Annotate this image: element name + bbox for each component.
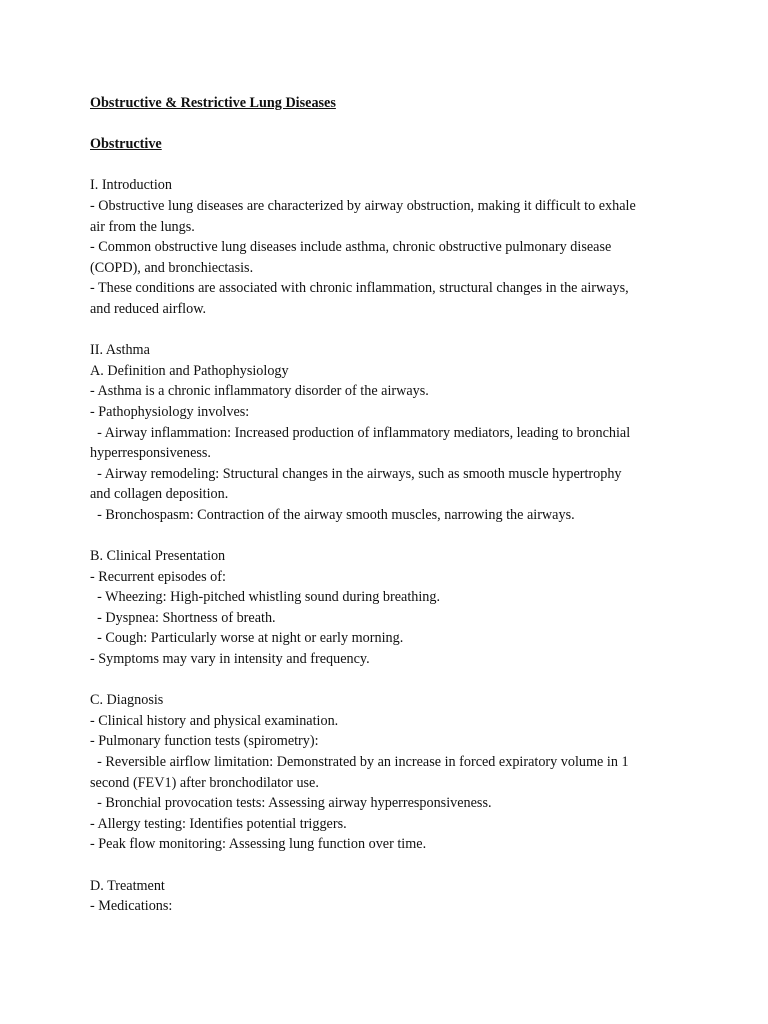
text-line: I. Introduction <box>90 177 172 194</box>
blank-line <box>90 320 680 341</box>
text-line: air from the lungs. <box>90 218 195 235</box>
text-line: (COPD), and bronchiectasis. <box>90 259 254 276</box>
document-body <box>90 93 680 917</box>
text-line: B. Clinical Presentation <box>90 548 226 565</box>
document-title: Obstructive & Restrictive Lung Diseases <box>90 95 336 111</box>
text-line: - Peak flow monitoring: Assessing lung function over time. <box>90 836 427 853</box>
text-line: - Cough: Particularly worse at night or early morning. <box>90 630 404 647</box>
text-line: - Pulmonary function tests (spirometry): <box>90 733 319 750</box>
text-line: C. Diagnosis <box>90 692 164 709</box>
text-line: - Bronchospasm: Contraction of the airway smooth muscles, narrowing the airways. <box>90 506 575 523</box>
text-line: and reduced airflow. <box>90 300 207 317</box>
text-line: - Recurrent episodes of: <box>90 568 226 585</box>
text-line: - Common obstructive lung diseases include asthma, chronic obstructive pulmonary disease <box>90 239 612 256</box>
blank-line <box>90 155 680 176</box>
text-line: II. Asthma <box>90 342 150 359</box>
text-line: and collagen deposition. <box>90 486 229 503</box>
text-line: - Dyspnea: Shortness of breath. <box>90 609 276 626</box>
text-line: - Wheezing: High-pitched whistling sound during breathing. <box>90 589 441 606</box>
text-line: - These conditions are associated with chronic inflammation, structural changes in the airways, <box>90 280 629 297</box>
section-heading: Obstructive <box>90 136 162 153</box>
text-line: - Medications: <box>90 898 173 915</box>
text-line: - Asthma is a chronic inflammatory disorder of the airways. <box>90 383 429 400</box>
blank-line <box>90 525 680 546</box>
blank-line <box>90 855 680 876</box>
text-line: - Allergy testing: Identifies potential triggers. <box>90 815 347 832</box>
text-line: - Clinical history and physical examination. <box>90 712 339 729</box>
text-line: - Obstructive lung diseases are characterized by airway obstruction, making it difficult to exhale <box>90 197 636 214</box>
text-line: - Airway inflammation: Increased production of inflammatory mediators, leading to bronchial <box>90 424 631 441</box>
text-line: - Bronchial provocation tests: Assessing airway hyperresponsiveness. <box>90 795 492 812</box>
text-line: - Pathophysiology involves: <box>90 403 250 420</box>
text-line: D. Treatment <box>90 877 165 894</box>
text-line: - Symptoms may vary in intensity and frequency. <box>90 651 370 668</box>
body-text <box>90 175 680 916</box>
blank-line <box>90 670 680 691</box>
text-line: hyperresponsiveness. <box>90 445 211 462</box>
text-line: - Reversible airflow limitation: Demonstrated by an increase in forced expiratory volume in 1 <box>90 754 629 770</box>
blank-line <box>90 114 680 135</box>
text-line: second (FEV1) after bronchodilator use. <box>90 774 319 791</box>
text-line: - Airway remodeling: Structural changes in the airways, such as smooth muscle hypertrophy <box>90 465 622 482</box>
text-line: A. Definition and Pathophysiology <box>90 362 289 379</box>
